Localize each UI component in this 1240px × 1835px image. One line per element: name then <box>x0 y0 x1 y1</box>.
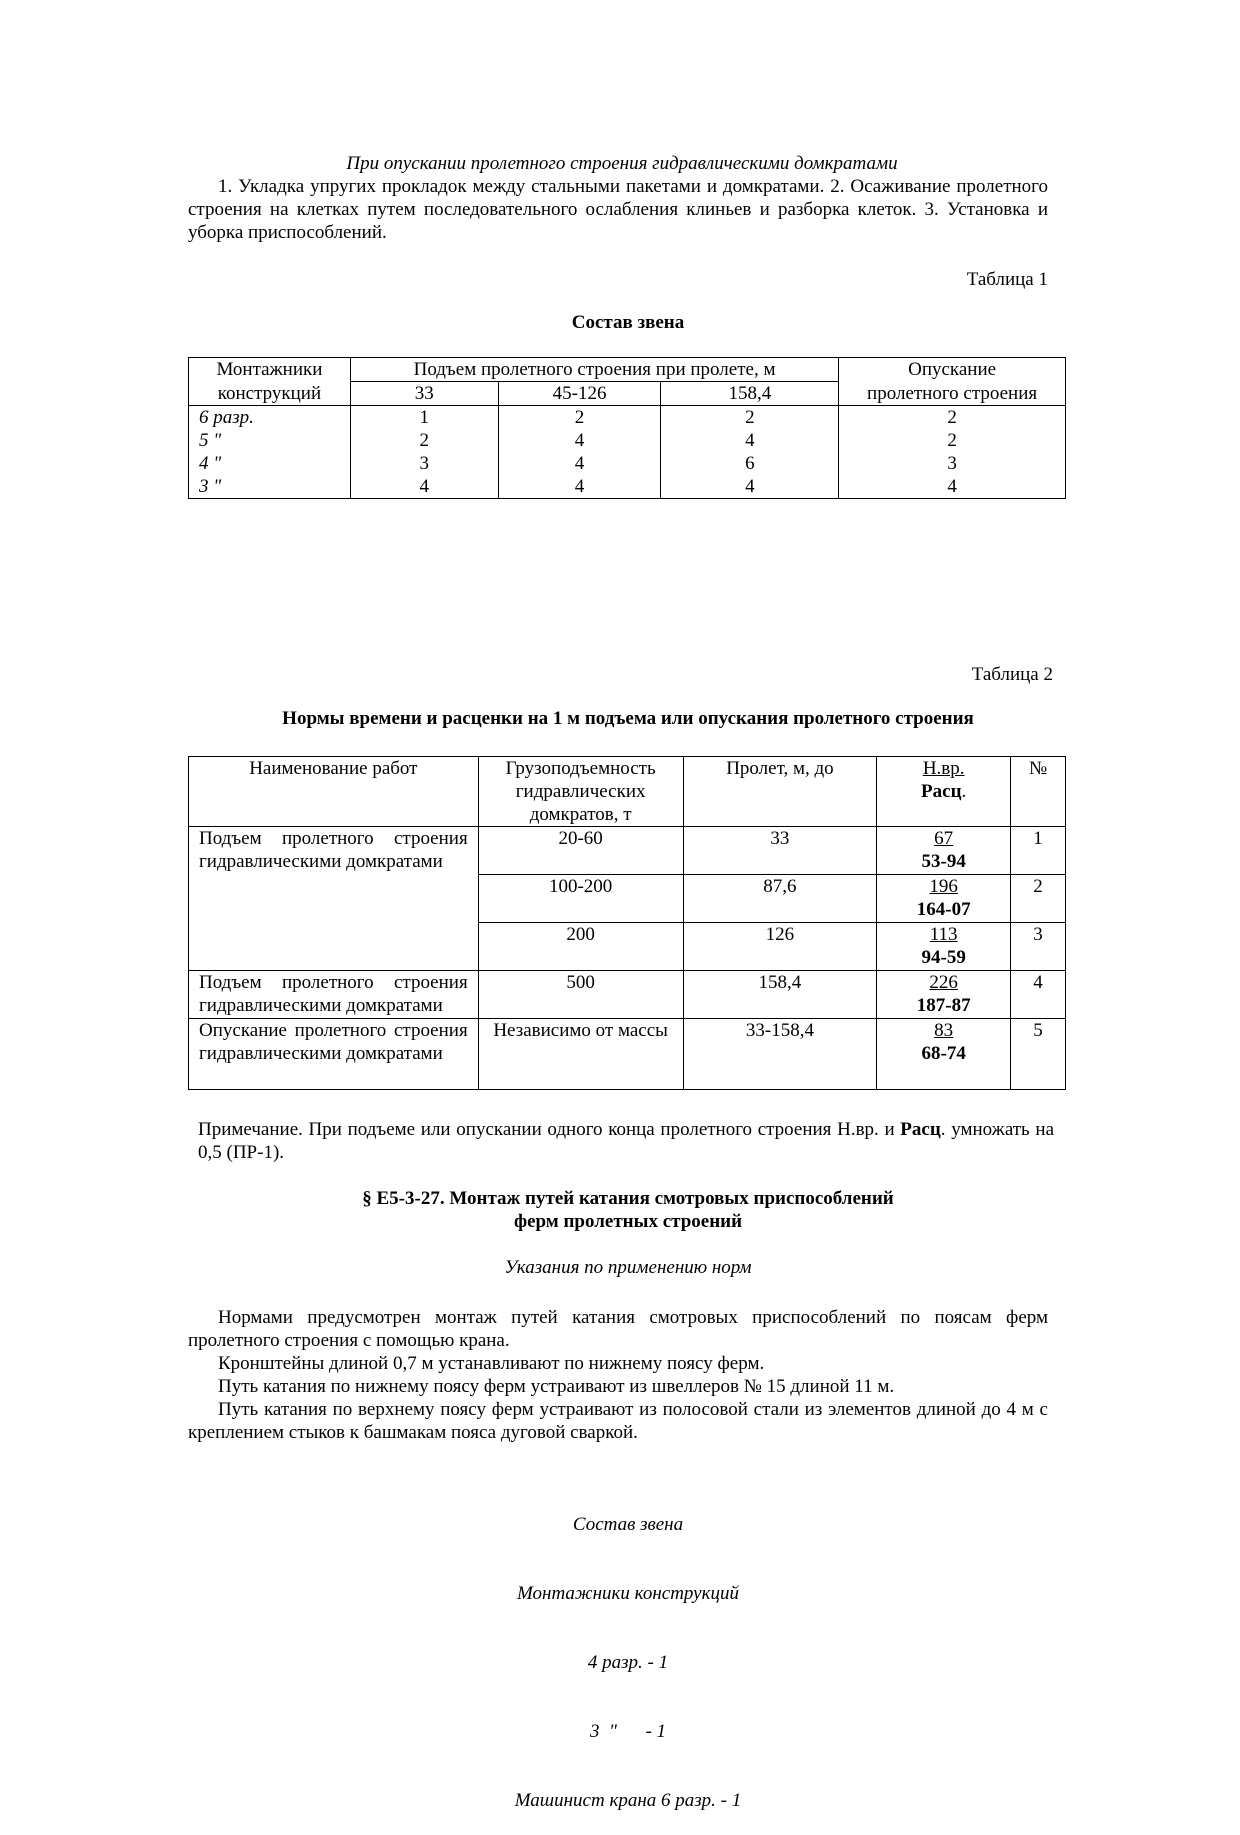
norm-cell: 196 164-07 <box>877 875 1011 923</box>
table-cell: 100-200 <box>478 875 683 923</box>
section2-title-line2: ферм пролетных строений <box>513 1211 743 1232</box>
paragraph: Кронштейны длиной 0,7 м устанавливают по нижнему поясу ферм. <box>218 1353 765 1374</box>
table-cell: 33-158,4 <box>683 1019 877 1090</box>
table2-note: Примечание. При подъеме или опускании одного конца пролетного строения Н.вр. и Расц. умножать на 0,5 (ПР-1). <box>198 1119 1054 1163</box>
table-cell: 20-60 <box>478 827 683 875</box>
table-cell: 4 <box>1011 971 1066 1019</box>
header-cell: Грузоподъемность гидравлических домкратов, т <box>478 757 683 827</box>
grade-cell: 4 " <box>189 452 351 475</box>
rasc-header: Расц <box>921 781 962 802</box>
crew-line: 4 разр. - 1 <box>587 1652 669 1673</box>
table-cell: 158,4 <box>683 971 877 1019</box>
table-cell: 4 <box>498 429 661 452</box>
table-cell: 4 <box>661 475 839 499</box>
grade-cell: 6 разр. <box>189 406 351 430</box>
header-cell: Н.вр. Расц. <box>877 757 1011 827</box>
section2-title-line1: § Е5-3-27. Монтаж путей катания смотровых приспособлений <box>362 1188 894 1209</box>
paragraph: Нормами предусмотрен монтаж путей катания смотровых приспособлений по поясам ферм пролетного строения с помощью крана. <box>188 1307 1048 1351</box>
norm-cell: 226 187-87 <box>877 971 1011 1019</box>
header-cell: 45-126 <box>498 382 661 406</box>
crew-line: Состав звена <box>572 1514 684 1535</box>
table-cell: 4 <box>350 475 498 499</box>
work-name-cell: Опускание пролетного строения гидравлическими домкратами <box>189 1019 479 1090</box>
crew-line: 3 " - 1 <box>589 1721 667 1742</box>
section2-body <box>188 1306 1048 1444</box>
table-cell: 4 <box>661 429 839 452</box>
table-cell: 4 <box>498 475 661 499</box>
table-cell: 1 <box>1011 827 1066 875</box>
table-cell: 5 <box>1011 1019 1066 1090</box>
table-cell: 200 <box>478 923 683 971</box>
crew-line: Машинист крана 6 разр. - 1 <box>514 1790 742 1811</box>
norm-cell: 83 68-74 <box>877 1019 1011 1090</box>
section2-subtitle: Указания по применению норм <box>504 1257 752 1278</box>
header-cell: Наименование работ <box>189 757 479 827</box>
paragraph: Путь катания по верхнему поясу ферм устраивают из полосовой стали из элементов длиной до 4 м с креплением стыков к башмакам пояса дуговой сваркой. <box>188 1399 1048 1443</box>
paragraph: Путь катания по нижнему поясу ферм устраивают из швеллеров № 15 длиной 11 м. <box>218 1376 895 1397</box>
table-cell: 4 <box>839 475 1066 499</box>
work-name-cell: Подъем пролетного строения гидравлическими домкратами <box>189 971 479 1019</box>
table-cell: 1 <box>350 406 498 430</box>
grade-cell: 3 " <box>189 475 351 499</box>
table2-label: Таблица 2 <box>971 664 1053 685</box>
table-cell: 2 <box>661 406 839 430</box>
header-cell: Опускание <box>839 358 1066 382</box>
table-cell: 3 <box>839 452 1066 475</box>
header-cell: Монтажники <box>189 358 351 382</box>
crew-list <box>188 1467 1068 1835</box>
table-cell: 126 <box>683 923 877 971</box>
nvr-header: Н.вр. <box>922 758 965 779</box>
crew-table <box>188 357 1066 499</box>
table-cell: 3 <box>350 452 498 475</box>
table-cell: 2 <box>350 429 498 452</box>
header-cell: конструкций <box>189 382 351 406</box>
table-cell: 2 <box>839 429 1066 452</box>
table1-label: Таблица 1 <box>966 269 1048 290</box>
header-cell: 158,4 <box>661 382 839 406</box>
table-cell: 3 <box>1011 923 1066 971</box>
norms-table <box>188 756 1066 1090</box>
header-cell: Пролет, м, до <box>683 757 877 827</box>
grade-cell: 5 " <box>189 429 351 452</box>
norm-cell: 67 53-94 <box>877 827 1011 875</box>
table-cell: 33 <box>683 827 877 875</box>
header-cell: 33 <box>350 382 498 406</box>
table-cell: 500 <box>478 971 683 1019</box>
table-cell: 87,6 <box>683 875 877 923</box>
section-text: 1. Укладка упругих прокладок между стальными пакетами и домкратами. 2. Осаживание пролетного строения на клетках путем последовательного ослабления клиньев и разборка клеток. 3. Установка и уборка приспособлений. <box>188 176 1048 243</box>
table-cell: 4 <box>498 452 661 475</box>
header-cell: № <box>1011 757 1066 827</box>
header-cell: пролетного строения <box>839 382 1066 406</box>
table-cell: 2 <box>1011 875 1066 923</box>
table-cell: Независимо от массы <box>478 1019 683 1090</box>
table-cell: 2 <box>839 406 1066 430</box>
table-cell: 6 <box>661 452 839 475</box>
header-cell: Подъем пролетного строения при пролете, м <box>350 358 838 382</box>
norm-cell: 113 94-59 <box>877 923 1011 971</box>
table2-title: Нормы времени и расценки на 1 м подъема или опускания пролетного строения <box>282 708 974 729</box>
work-name-cell: Подъем пролетного строения гидравлическими домкратами <box>189 827 479 971</box>
table1-title: Состав звена <box>571 312 685 333</box>
crew-line: Монтажники конструкций <box>517 1583 739 1604</box>
section-heading: При опускании пролетного строения гидравлическими домкратами <box>346 153 898 174</box>
table-cell: 2 <box>498 406 661 430</box>
